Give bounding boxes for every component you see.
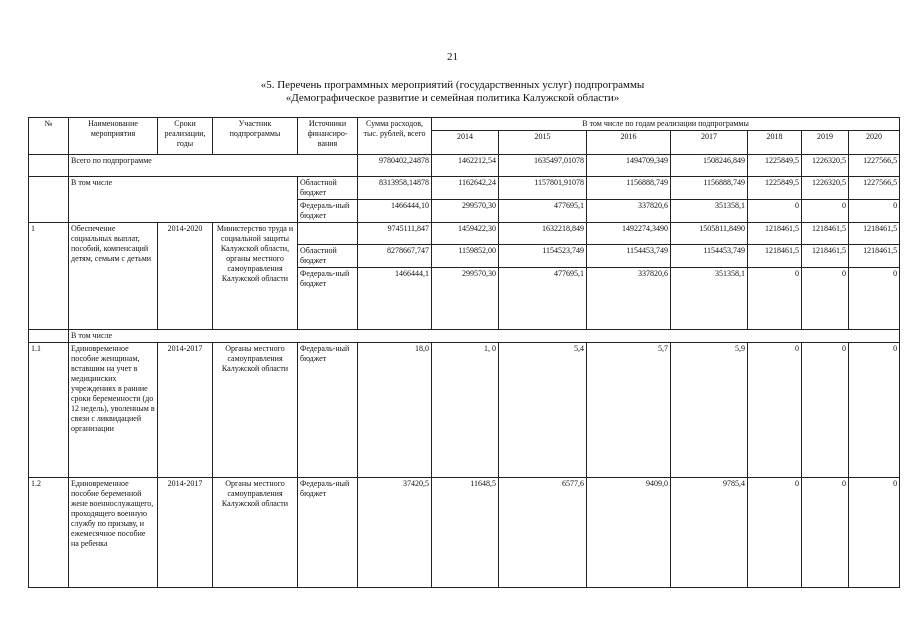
header-year: 2020 — [849, 131, 900, 155]
item1-1-participant: Органы местного самоуправления Калужской области — [213, 343, 298, 478]
source-federal: Федераль-ный бюджет — [298, 268, 358, 330]
source-regional: Областной бюджет — [298, 177, 358, 200]
header-sources: Источники финансиро-вания — [298, 118, 358, 155]
incl-federal-year-value: 0 — [849, 200, 900, 223]
total-year-value: 1227566,5 — [849, 155, 900, 177]
incl-regional-year-value: 1156888,749 — [587, 177, 671, 200]
item1-federal-year-value: 337820,6 — [587, 268, 671, 330]
item1-num: 1 — [29, 223, 69, 330]
item1-2-year-value: 0 — [802, 478, 849, 588]
item1-2-year-value: 11648,5 — [432, 478, 499, 588]
item1-federal-year-value: 477695,1 — [499, 268, 587, 330]
header-num: № — [29, 118, 69, 155]
item1-1-year-value: 0 — [802, 343, 849, 478]
item1-federal-year-value: 0 — [802, 268, 849, 330]
program-activities-table — [28, 117, 900, 588]
total-year-value: 1225849,5 — [748, 155, 802, 177]
item1-total-year-value: 1632218,849 — [499, 223, 587, 245]
total-year-value: 1635497,01078 — [499, 155, 587, 177]
item1-regional-year-value: 1154453,749 — [671, 245, 748, 268]
cell-empty — [29, 330, 69, 343]
item1-1-terms: 2014-2017 — [158, 343, 213, 478]
item1-total-year-value: 1505811,8490 — [671, 223, 748, 245]
item1-participant: Министерство труда и социальной защиты Калужской области, органы местного самоуправления Калужской области — [213, 223, 298, 330]
item1-federal-sum: 1466444,1 — [358, 268, 432, 330]
item1-2-participant: Органы местного самоуправления Калужской области — [213, 478, 298, 588]
title-line-1: «5. Перечень программных мероприятий (государственных услуг) подпрограммы — [260, 79, 645, 91]
item1-1-source: Федераль-ный бюджет — [298, 343, 358, 478]
incl-regional-year-value: 1227566,5 — [849, 177, 900, 200]
total-year-value: 1508246,849 — [671, 155, 748, 177]
item1-2-row — [29, 478, 900, 588]
item1-total-sum: 9745111,847 — [358, 223, 432, 245]
source-federal: Федераль-ный бюджет — [298, 200, 358, 223]
item1-federal-year-value: 351358,1 — [671, 268, 748, 330]
incl-federal-year-value: 0 — [802, 200, 849, 223]
cell-empty — [29, 177, 69, 223]
item1-regional-year-value: 1218461,5 — [748, 245, 802, 268]
item1-2-sum: 37420,5 — [358, 478, 432, 588]
header-sum: Сумма расходов, тыс. рублей, всего — [358, 118, 432, 155]
item1-1-name: Единовременное пособие женщинам, вставшим на учет в медицинских учреждениях в ранние сроки беременности (до 12 недель), уволенным в связи с ликвидацией организации — [69, 343, 158, 478]
item1-federal-year-value: 299570,30 — [432, 268, 499, 330]
item1-federal-year-value: 0 — [849, 268, 900, 330]
item1-2-name: Единовременное пособие беременной жене военнослужащего, проходящего военную службу по призыву, и ежемесячное пособие на ребенка — [69, 478, 158, 588]
item1-2-year-value: 0 — [849, 478, 900, 588]
item1-total-year-value: 1218461,5 — [748, 223, 802, 245]
title-line-2: «Демографическое развитие и семейная политика Калужской области» — [285, 92, 620, 104]
incl-federal-year-value: 299570,30 — [432, 200, 499, 223]
item1-regional-year-value: 1218461,5 — [802, 245, 849, 268]
header-year: 2019 — [802, 131, 849, 155]
total-label: Всего по подпрограмме — [69, 155, 358, 177]
item1-1-year-value: 0 — [748, 343, 802, 478]
incl-federal-year-value: 351358,1 — [671, 200, 748, 223]
incl-regional-year-value: 1157801,91078 — [499, 177, 587, 200]
item1-regional-year-value: 1159852,00 — [432, 245, 499, 268]
total-year-value: 1494709,349 — [587, 155, 671, 177]
header-year: 2015 — [499, 131, 587, 155]
incl-regional-sum: 8313958,14878 — [358, 177, 432, 200]
item1-1-year-value: 5,7 — [587, 343, 671, 478]
item1-federal-year-value: 0 — [748, 268, 802, 330]
item1-1-row — [29, 343, 900, 478]
total-row — [29, 155, 900, 177]
item1-2-source: Федераль-ный бюджет — [298, 478, 358, 588]
header-year: 2017 — [671, 131, 748, 155]
incl-federal-sum: 1466444,10 — [358, 200, 432, 223]
incl-federal-year-value: 337820,6 — [587, 200, 671, 223]
incl-regional-year-value: 1225849,5 — [748, 177, 802, 200]
item1-2-year-value: 6577,6 — [499, 478, 587, 588]
source-regional: Областной бюджет — [298, 245, 358, 268]
incl-label: В том числе — [69, 177, 298, 223]
incl-federal-year-value: 477695,1 — [499, 200, 587, 223]
incl-regional-row — [29, 177, 900, 200]
item1-terms: 2014-2020 — [158, 223, 213, 330]
header-year: 2016 — [587, 131, 671, 155]
total-year-value: 1226320,5 — [802, 155, 849, 177]
item1-incl-row — [29, 330, 900, 343]
item1-total-year-value: 1459422,30 — [432, 223, 499, 245]
incl-regional-year-value: 1226320,5 — [802, 177, 849, 200]
cell-empty — [298, 223, 358, 245]
item1-total-year-value: 1218461,5 — [849, 223, 900, 245]
page-title — [0, 79, 905, 105]
item1-1-year-value: 0 — [849, 343, 900, 478]
item1-incl-label: В том числе — [69, 330, 900, 343]
incl-regional-year-value: 1156888,749 — [671, 177, 748, 200]
item1-1-year-value: 5,9 — [671, 343, 748, 478]
item1-regional-year-value: 1154453,749 — [587, 245, 671, 268]
item1-total-year-value: 1492274,3490 — [587, 223, 671, 245]
item1-total-row — [29, 223, 900, 245]
item1-total-year-value: 1218461,5 — [802, 223, 849, 245]
item1-regional-year-value: 1154523,749 — [499, 245, 587, 268]
item1-2-num: 1.2 — [29, 478, 69, 588]
header-name: Наименование мероприятия — [69, 118, 158, 155]
item1-regional-year-value: 1218461,5 — [849, 245, 900, 268]
page-number: 21 — [447, 51, 458, 63]
item1-1-year-value: 1, 0 — [432, 343, 499, 478]
item1-2-terms: 2014-2017 — [158, 478, 213, 588]
incl-federal-year-value: 0 — [748, 200, 802, 223]
item1-regional-sum: 8278667,747 — [358, 245, 432, 268]
incl-regional-year-value: 1162642,24 — [432, 177, 499, 200]
header-year: 2018 — [748, 131, 802, 155]
header-year: 2014 — [432, 131, 499, 155]
item1-2-year-value: 9785,4 — [671, 478, 748, 588]
item1-2-year-value: 0 — [748, 478, 802, 588]
item1-1-num: 1.1 — [29, 343, 69, 478]
total-sum: 9780402,24878 — [358, 155, 432, 177]
item1-1-sum: 18,0 — [358, 343, 432, 478]
cell-empty — [29, 155, 69, 177]
header-row — [29, 118, 900, 131]
header-by-years: В том числе по годам реализации подпрограммы — [432, 118, 900, 131]
item1-name: Обеспечение социальных выплат, пособий, компенсаций детям, семьям с детьми — [69, 223, 158, 330]
item1-1-year-value: 5,4 — [499, 343, 587, 478]
header-participant: Участник подпрограммы — [213, 118, 298, 155]
total-year-value: 1462212,54 — [432, 155, 499, 177]
header-terms: Сроки реализации, годы — [158, 118, 213, 155]
item1-2-year-value: 9409,0 — [587, 478, 671, 588]
